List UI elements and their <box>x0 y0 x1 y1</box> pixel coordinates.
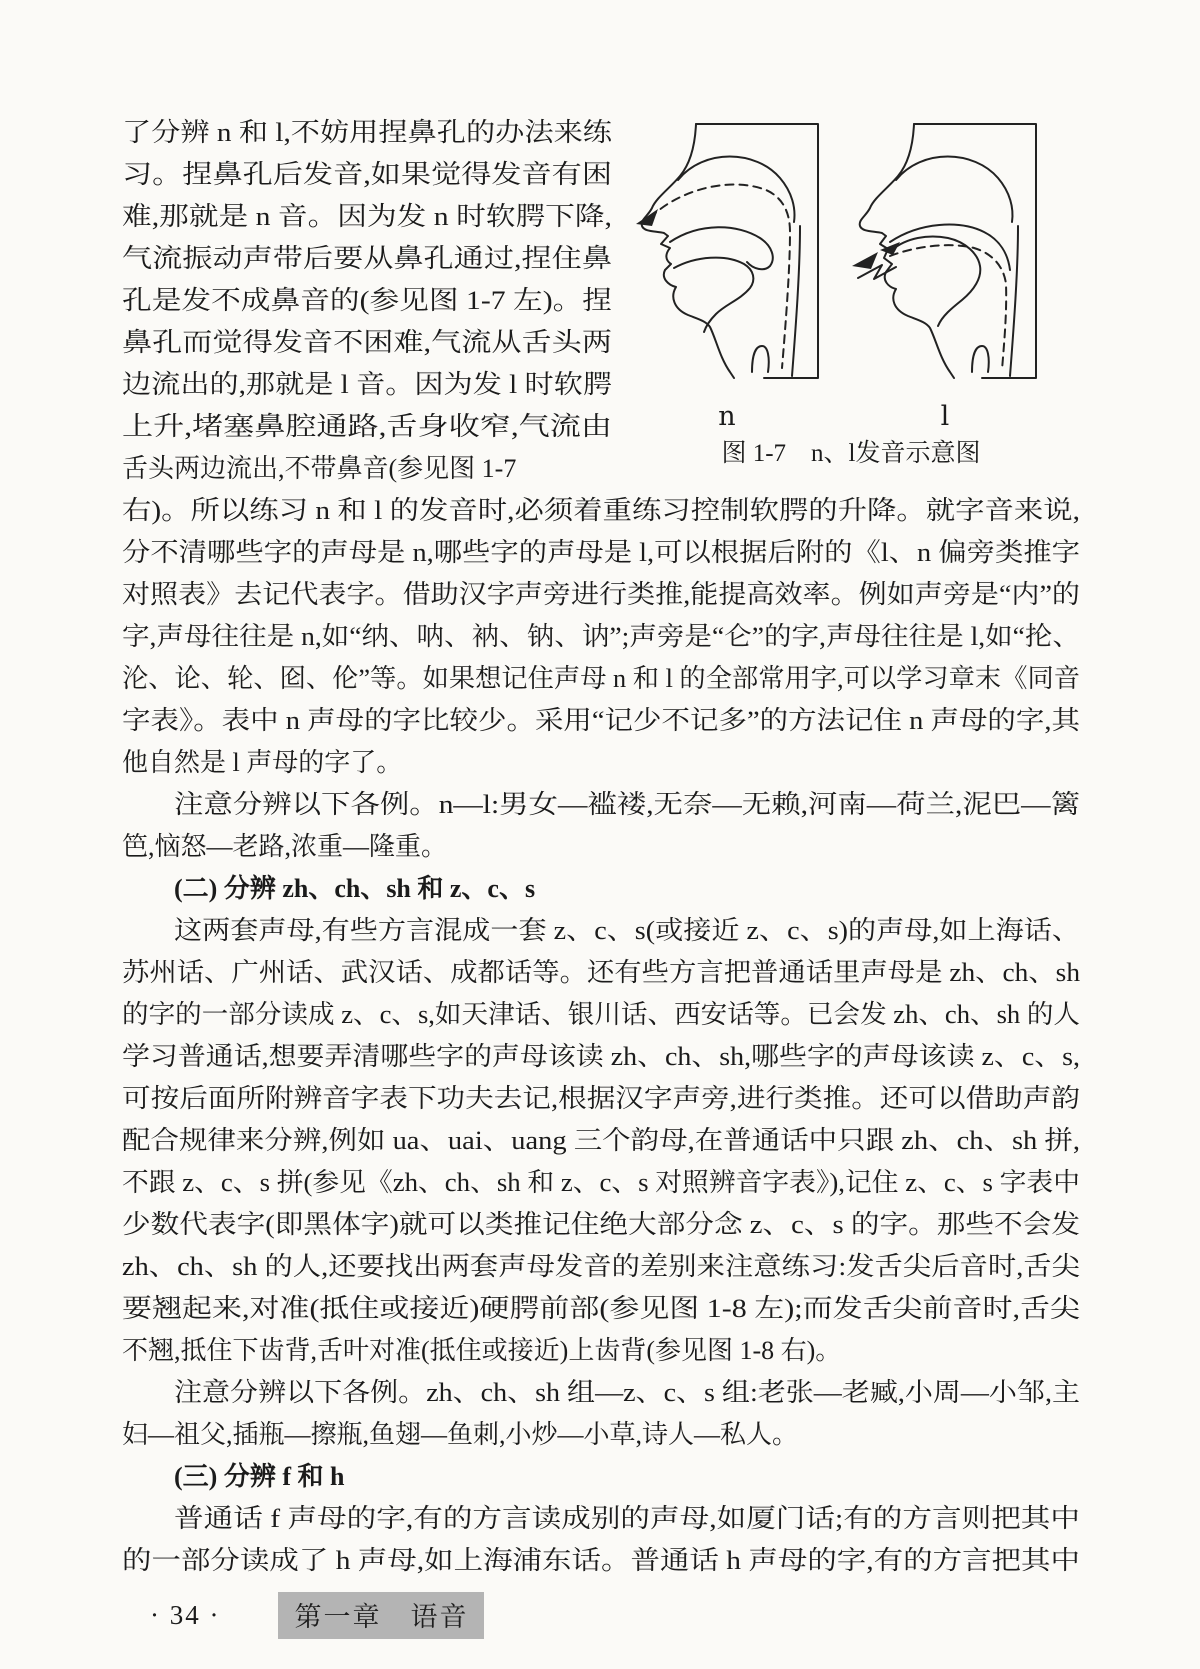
text-line: (二) 分辨 zh、ch、sh 和 z、c、s <box>174 874 536 903</box>
text-line: 舌头两边流出,不带鼻音(参见图 1-7 <box>122 454 517 483</box>
head-profile-l-icon <box>850 118 1040 398</box>
text-line: 注意分辨以下各例。zh、ch、sh 组—z、c、s 组:老张—老臧,小周—小邹,主 <box>174 1378 1080 1407</box>
page-number: · 34 · <box>150 1600 221 1630</box>
text-line: 他自然是 l 声母的字了。 <box>122 748 403 777</box>
text-line: 妇—祖父,插瓶—擦瓶,鱼翅—鱼刺,小炒—小草,诗人—私人。 <box>122 1420 799 1449</box>
text-line: 字表》。表中 n 声母的字比较少。采用“记少不记多”的方法记住 n 声母的字,其 <box>122 706 1080 735</box>
text-line: 沦、论、轮、囵、伦”等。如果想记住声母 n 和 l 的全部常用字,可以学习章末《同音 <box>122 664 1080 693</box>
head-profile-n-icon <box>632 118 822 398</box>
page-footer <box>150 1592 484 1639</box>
text-line: 气流振动声带后要从鼻孔通过,捏住鼻 <box>122 244 612 273</box>
text-line: zh、ch、sh 的人,还要找出两套声母发音的差别来注意练习:发舌尖后音时,舌尖 <box>122 1252 1080 1281</box>
text-line: 这两套声母,有些方言混成一套 z、c、s(或接近 z、c、s)的声母,如上海话、 <box>174 916 1080 945</box>
text-line: 不跟 z、c、s 拼(参见《zh、ch、sh 和 z、c、s 对照辨音字表》),记住 z、c、s 字表中 <box>122 1168 1080 1197</box>
body-text-narrow-column <box>122 112 612 490</box>
text-line: 的一部分读成了 h 声母,如上海浦东话。普通话 h 声母的字,有的方言把其中 <box>122 1546 1080 1575</box>
body-text-full-width <box>122 490 1080 1582</box>
text-line: 苏州话、广州话、武汉话、成都话等。还有些方言把普通话里声母是 zh、ch、sh <box>122 958 1080 987</box>
text-line: 难,那就是 n 音。因为发 n 时软腭下降, <box>122 202 612 231</box>
chapter-badge: 第一章 语音 <box>278 1592 484 1639</box>
text-line: 鼻孔而觉得发音不困难,气流从舌头两 <box>122 328 612 357</box>
text-line: 边流出的,那就是 l 音。因为发 l 时软腭 <box>122 370 612 399</box>
text-line: 普通话 f 声母的字,有的方言读成别的声母,如厦门话;有的方言则把其中 <box>174 1504 1080 1533</box>
figure-1-7 <box>612 112 1080 490</box>
text-line: 孔是发不成鼻音的(参见图 1-7 左)。捏 <box>122 286 612 315</box>
text-line: 分不清哪些字的声母是 n,哪些字的声母是 l,可以根据后附的《l、n 偏旁类推字 <box>122 538 1080 567</box>
page-content <box>122 112 1080 1582</box>
text-line: 少数代表字(即黑体字)就可以类推记住绝大部分念 z、c、s 的字。那些不会发 <box>122 1210 1080 1239</box>
label-l: l <box>940 401 950 432</box>
top-row <box>122 112 1080 490</box>
text-line: 不翘,抵住下齿背,舌叶对准(抵住或接近)上齿背(参见图 1-8 右)。 <box>122 1336 842 1365</box>
text-line: 上升,堵塞鼻腔通路,舌身收窄,气流由 <box>122 412 612 441</box>
figure-labels <box>612 402 1080 432</box>
text-line: 可按后面所附辨音字表下功夫去记,根据汉字声旁,进行类推。还可以借助声韵 <box>122 1084 1080 1113</box>
text-line: 右)。所以练习 n 和 l 的发音时,必须着重练习控制软腭的升降。就字音来说, <box>122 496 1080 525</box>
text-line: 配合规律来分辨,例如 ua、uai、uang 三个韵母,在普通话中只跟 zh、ch、sh 拼, <box>122 1126 1080 1155</box>
figure-caption: 图 1-7 n、l发音示意图 <box>721 440 981 467</box>
label-n: n <box>718 401 736 432</box>
text-line: 对照表》去记代表字。借助汉字声旁进行类推,能提高效率。例如声旁是“内”的 <box>122 580 1080 609</box>
text-line: 的字的一部分读成 z、c、s,如天津话、银川话、西安话等。已会发 zh、ch、sh 的人 <box>122 1000 1080 1029</box>
text-line: (三) 分辨 f 和 h <box>174 1462 345 1491</box>
figure-diagrams <box>612 118 1080 398</box>
text-line: 要翘起来,对准(抵住或接近)硬腭前部(参见图 1-8 左);而发舌尖前音时,舌尖 <box>122 1294 1080 1323</box>
text-line: 学习普通话,想要弄清哪些字的声母该读 zh、ch、sh,哪些字的声母该读 z、c、s, <box>122 1042 1080 1071</box>
vocal-tract-diagram-l <box>850 118 1040 398</box>
vocal-tract-diagram-n <box>632 118 822 398</box>
text-line: 了分辨 n 和 l,不妨用捏鼻孔的办法来练 <box>122 118 612 147</box>
text-line: 字,声母往往是 n,如“纳、呐、衲、钠、讷”;声旁是“仑”的字,声母往往是 l,如“抡、 <box>122 622 1080 651</box>
text-line: 习。捏鼻孔后发音,如果觉得发音有困 <box>122 160 612 189</box>
text-line: 注意分辨以下各例。n—l:男女—褴褛,无奈—无赖,河南—荷兰,泥巴—篱 <box>174 790 1080 819</box>
text-line: 笆,恼怒—老路,浓重—隆重。 <box>122 832 448 861</box>
